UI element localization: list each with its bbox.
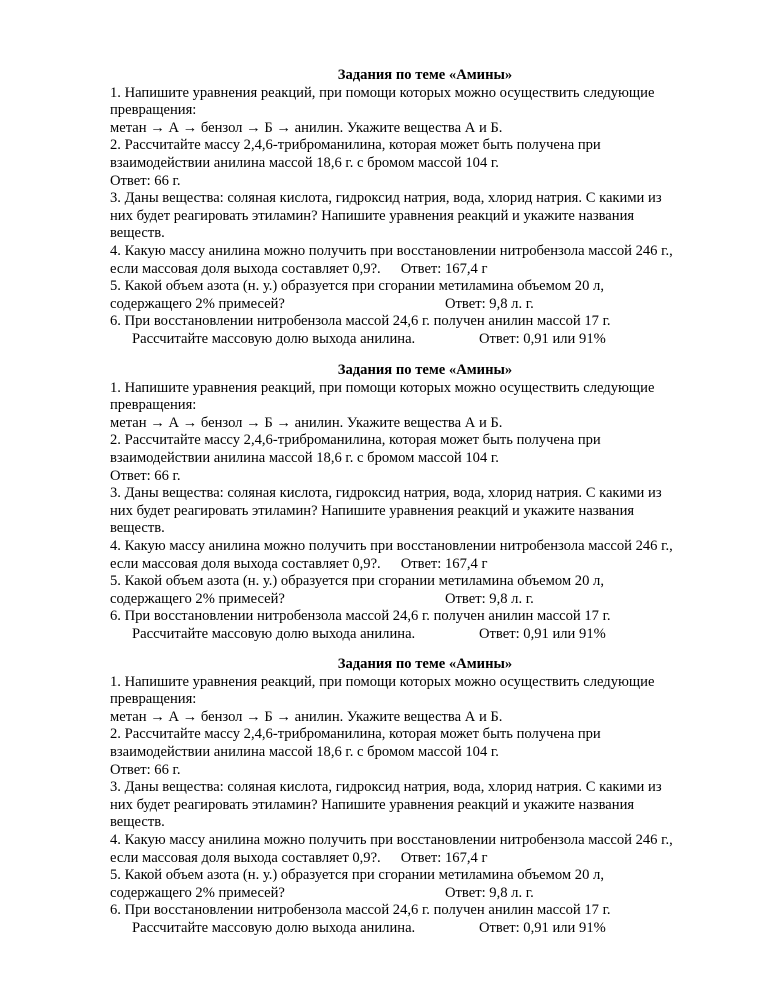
task-5-answer: Ответ: 9,8 л. г. [445,295,534,312]
task-4-text: 4. Какую массу анилина можно получить при восстановлении нитробензола массой 246 г., [110,537,673,554]
block-title: Задания по теме «Амины» [337,67,513,83]
task-block-2 [110,362,730,644]
task-1-text: 1. Напишите уравнения реакций, при помощи которых можно осуществить следующие [110,84,655,101]
task-5-text: 5. Какой объем азота (н. у.) образуется при сгорании метиламина объемом 20 л, [110,573,604,590]
task-5-answer: Ответ: 9,8 л. г. [445,590,534,607]
task-5-answer: Ответ: 9,8 л. г. [445,884,534,901]
task-2-answer: Ответ: 66 г. [110,761,181,778]
task-5-line [110,591,730,609]
task-3-text-cont: них будет реагировать этиламин? Напишите уравнения реакций и укажите названия [110,796,635,813]
task-4-line [110,261,730,279]
task-6-text-cont: Рассчитайте массовую долю выхода анилина. [132,625,416,642]
task-5-text-cont: содержащего 2% примесей? [110,295,285,312]
task-1-text-cont: превращения: [110,102,197,119]
task-2-text-cont: взаимодействии анилина массой 18,6 г. с бромом массой 104 г. [110,154,499,171]
task-5-text-cont: содержащего 2% примесей? [110,590,285,607]
task-3-text-cont: них будет реагировать этиламин? Напишите уравнения реакций и укажите названия [110,207,635,224]
task-1-text-cont: превращения: [110,397,197,414]
task-3-text-end: веществ. [110,814,165,831]
task-6-line [110,920,730,938]
task-5-text-cont: содержащего 2% примесей? [110,884,285,901]
task-6-text: 6. При восстановлении нитробензола массой 24,6 г. получен анилин массой 17 г. [110,313,611,330]
block-title: Задания по теме «Амины» [337,362,513,378]
task-1-scheme: метан → А → бензол → Б → анилин. Укажите вещества А и Б. [110,414,503,431]
task-4-text: 4. Какую массу анилина можно получить при восстановлении нитробензола массой 246 г., [110,831,673,848]
task-3-text-end: веществ. [110,225,165,242]
task-3-text-end: веществ. [110,520,165,537]
task-2-text: 2. Рассчитайте массу 2,4,6-триброманилина, которая может быть получена при [110,137,601,154]
task-4-text-cont: если массовая доля выхода составляет 0,9?. [110,260,381,277]
task-1-text: 1. Напишите уравнения реакций, при помощи которых можно осуществить следующие [110,379,655,396]
task-3-text: 3. Даны вещества: соляная кислота, гидроксид натрия, вода, хлорид натрия. С какими из [110,779,662,796]
task-3-text: 3. Даны вещества: соляная кислота, гидроксид натрия, вода, хлорид натрия. С какими из [110,485,662,502]
task-2-text-cont: взаимодействии анилина массой 18,6 г. с бромом массой 104 г. [110,743,499,760]
task-4-line [110,850,730,868]
task-4-text-cont: если массовая доля выхода составляет 0,9?. [110,849,381,866]
task-5-text: 5. Какой объем азота (н. у.) образуется при сгорании метиламина объемом 20 л, [110,867,604,884]
task-6-line [110,331,730,349]
task-6-answer: Ответ: 0,91 или 91% [479,919,606,936]
task-6-text: 6. При восстановлении нитробензола массой 24,6 г. получен анилин массой 17 г. [110,902,611,919]
task-3-text: 3. Даны вещества: соляная кислота, гидроксид натрия, вода, хлорид натрия. С какими из [110,190,662,207]
task-5-line [110,885,730,903]
block-title: Задания по теме «Амины» [337,656,513,672]
task-2-answer: Ответ: 66 г. [110,467,181,484]
task-4-answer: Ответ: 167,4 г [400,555,488,572]
task-1-scheme: метан → А → бензол → Б → анилин. Укажите вещества А и Б. [110,708,503,725]
task-6-text: 6. При восстановлении нитробензола массой 24,6 г. получен анилин массой 17 г. [110,608,611,625]
task-6-answer: Ответ: 0,91 или 91% [479,625,606,642]
task-6-text-cont: Рассчитайте массовую долю выхода анилина. [132,919,416,936]
task-5-text: 5. Какой объем азота (н. у.) образуется при сгорании метиламина объемом 20 л, [110,278,604,295]
task-2-text: 2. Рассчитайте массу 2,4,6-триброманилина, которая может быть получена при [110,432,601,449]
task-4-text: 4. Какую массу анилина можно получить при восстановлении нитробензола массой 246 г., [110,242,673,259]
task-3-text-cont: них будет реагировать этиламин? Напишите уравнения реакций и укажите названия [110,502,635,519]
task-1-text-cont: превращения: [110,691,197,708]
task-block-3 [110,656,730,938]
task-4-answer: Ответ: 167,4 г [400,849,488,866]
task-6-text-cont: Рассчитайте массовую долю выхода анилина. [132,330,416,347]
task-1-text: 1. Напишите уравнения реакций, при помощи которых можно осуществить следующие [110,673,655,690]
task-2-text: 2. Рассчитайте массу 2,4,6-триброманилина, которая может быть получена при [110,726,601,743]
task-4-text-cont: если массовая доля выхода составляет 0,9?. [110,555,381,572]
task-block-1 [110,67,730,349]
task-6-line [110,626,730,644]
task-1-scheme: метан → А → бензол → Б → анилин. Укажите вещества А и Б. [110,119,503,136]
task-5-line [110,296,730,314]
task-4-line [110,556,730,574]
task-2-text-cont: взаимодействии анилина массой 18,6 г. с бромом массой 104 г. [110,449,499,466]
task-2-answer: Ответ: 66 г. [110,172,181,189]
task-6-answer: Ответ: 0,91 или 91% [479,330,606,347]
task-4-answer: Ответ: 167,4 г [400,260,488,277]
